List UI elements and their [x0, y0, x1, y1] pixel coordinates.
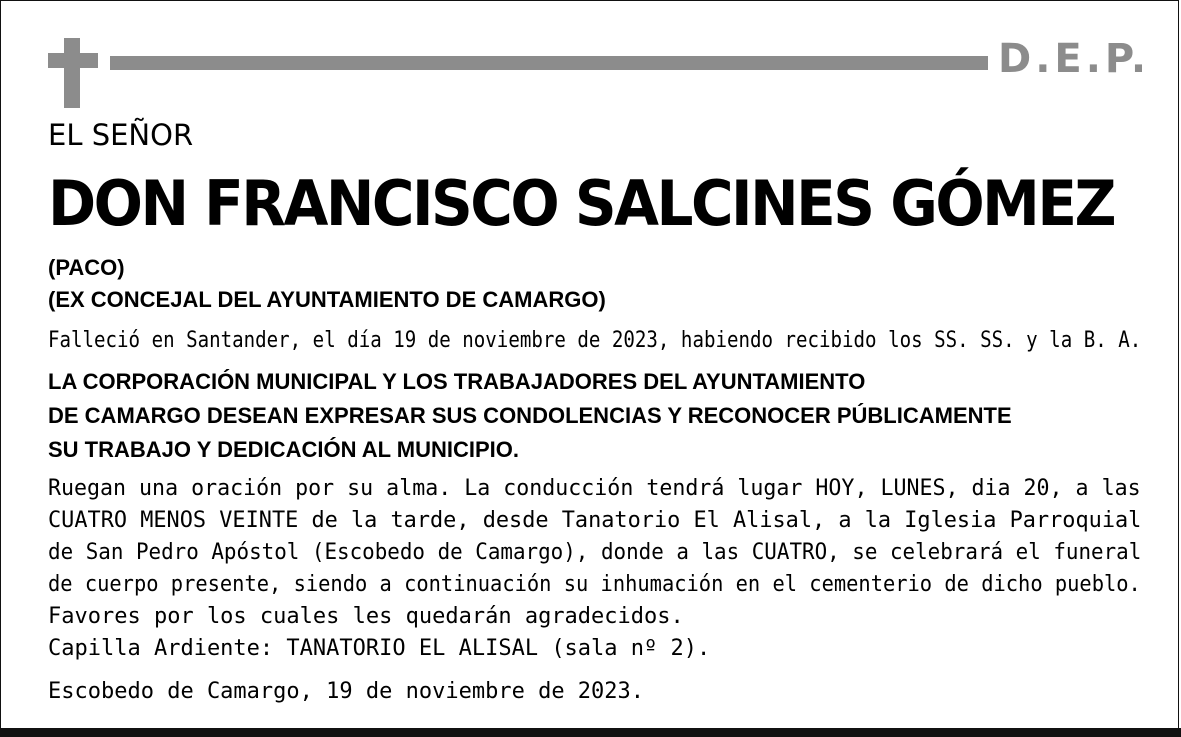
- body-line: de San Pedro Apóstol (Escobedo de Camargo), donde a las CUATRO, se celebrará el funeral: [48, 540, 1142, 565]
- nickname: (PACO): [48, 255, 125, 280]
- deceased-name: DON FRANCISCO SALCINES GÓMEZ: [48, 167, 1115, 240]
- condolence-line: DE CAMARGO DESEAN EXPRESAR SUS CONDOLENCIAS Y RECONOCER PÚBLICAMENTE: [48, 403, 1012, 428]
- condolence-line: LA CORPORACIÓN MUNICIPAL Y LOS TRABAJADORES DEL AYUNTAMIENTO: [48, 369, 866, 394]
- dep-label: D.E.P.: [998, 36, 1151, 82]
- body-line: Favores por los cuales les quedarán agradecidos.: [48, 604, 684, 629]
- bottom-border: [0, 728, 1181, 737]
- place-date: Escobedo de Camargo, 19 de noviembre de 2023.: [48, 679, 645, 704]
- condolence-line: SU TRABAJO Y DEDICACIÓN AL MUNICIPIO.: [48, 437, 520, 462]
- role-line: (EX CONCEJAL DEL AYUNTAMIENTO DE CAMARGO): [48, 287, 606, 312]
- cross-icon-horizontal: [48, 53, 98, 68]
- header-rule: [110, 56, 988, 70]
- death-line: Falleció en Santander, el día 19 de noviembre de 2023, habiendo recibido los SS. SS. y la B. A.: [48, 328, 1142, 353]
- honorific: EL SEÑOR: [48, 118, 194, 152]
- body-line: Capilla Ardiente: TANATORIO EL ALISAL (sala nº 2).: [48, 636, 711, 661]
- cross-icon-vertical: [64, 38, 80, 108]
- body-line: de cuerpo presente, siendo a continuación su inhumación en el cementerio de dicho pueblo.: [48, 572, 1141, 597]
- body-line: CUATRO MENOS VEINTE de la tarde, desde Tanatorio El Alisal, a la Iglesia Parroquial: [48, 508, 1142, 533]
- body-line: Ruegan una oración por su alma. La conducción tendrá lugar HOY, LUNES, dia 20, a las: [48, 476, 1141, 501]
